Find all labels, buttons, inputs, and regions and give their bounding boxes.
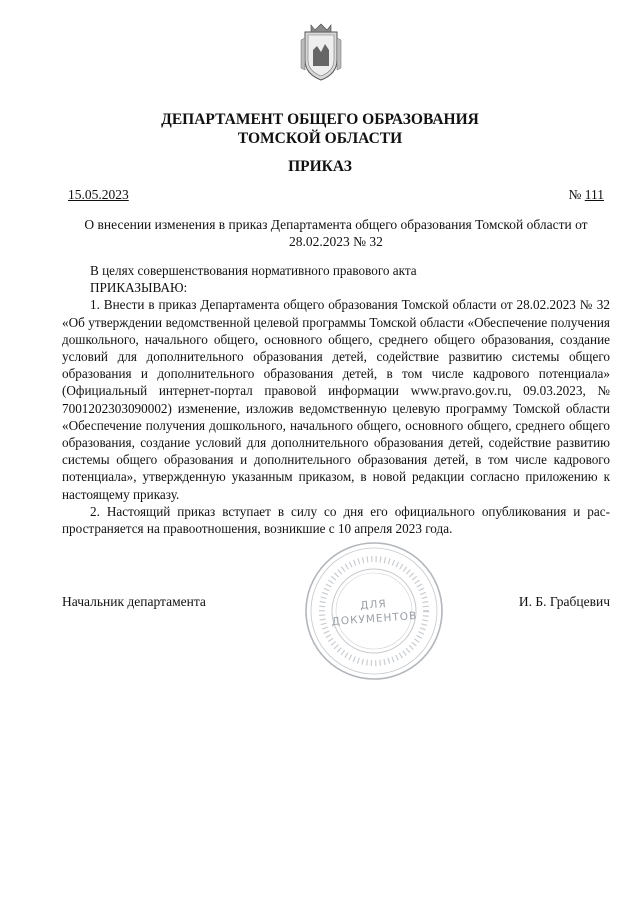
subject-line2: 28.02.2023 № 32 [289,234,383,249]
coat-of-arms-emblem [299,22,343,84]
date-number-row [68,187,604,205]
signatory-name: И. Б. Грабцевич [518,594,610,609]
organization-name-line1: ДЕПАРТАМЕНТ ОБЩЕГО ОБРАЗОВАНИЯ [161,111,479,128]
order-number-value: 111 [584,187,604,202]
number-sign: № [568,187,582,202]
intro-paragraph: В целях совершенствования нормативного правового акта [90,263,417,278]
subject-line1: О внесении изменения в приказ Департамента общего образования Томской области от [84,217,588,232]
command-word: ПРИКАЗЫВАЮ: [90,280,188,296]
order-body [62,262,610,537]
order-number [568,187,604,203]
order-date: 15.05.2023 [68,187,129,202]
signature-row [62,594,610,612]
document-type-title: ПРИКАЗ [288,158,352,175]
item-2-paragraph: 2. Настоящий приказ вступает в силу со дня его официального опубликования и распространяется на правоотношения, возникшие с 10 апреля 2023 года. [62,503,610,537]
order-subject [62,216,610,250]
organization-name-line2: ТОМСКОЙ ОБЛАСТИ [237,130,403,147]
item-1-paragraph: 1. Внести в приказ Департамента общего образования Томской области от 28.02.2023 № 32 «Об утверждении ведомственной целевой программы Томской области «Обеспечение получения дошкольного, начального общего, основного общего, среднего общего образования, создание условий для дополнительного образования детей, содействие развитию системы общего образования и дополнительного образования детей, в том числе кадрового потенциала» (Официальный интернет-портал правовой информации www.pravo.gov.ru, 09.03.2023, № 7001202303090002) изменение, изложив ведомственную целевую программу Томской области «Обеспечение получения дошкольного, начального общего, основного общего, среднего общего образования, создание условий для дополнительного образования детей, содействие развитию системы общего образования и дополнительного образования детей, в том числе кадрового потенциала», утвержденную указанным приказом, в новой редакции согласно приложению к настоящему приказу. [62,297,610,502]
signatory-position: Начальник департамента [62,594,206,609]
stamp-line1: ДЛЯ [359,598,388,612]
stamp-line2: ДОКУМЕНТОВ [331,610,418,628]
